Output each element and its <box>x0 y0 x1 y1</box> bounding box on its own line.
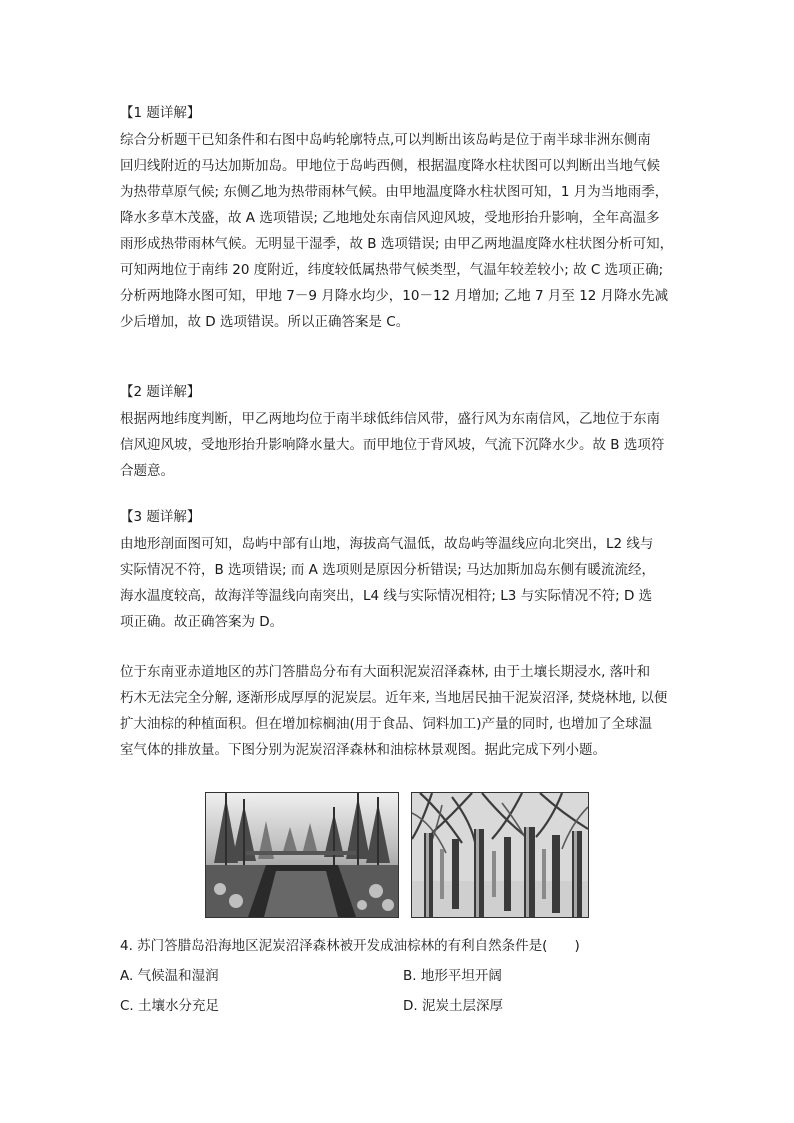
text-line: 可知两地位于南纬 20 度附近，纬度较低属热带气候类型，气温年较差较小; 故 C 选项正确; <box>120 262 664 278</box>
intro-paragraph <box>120 659 676 763</box>
option-c: C. 土壤水分充足 <box>120 998 220 1014</box>
oil-palm-forest-photo <box>411 792 589 918</box>
text-line: 合题意。 <box>120 463 174 479</box>
landscape-photos <box>205 792 589 918</box>
text-line: 位于东南亚赤道地区的苏门答腊岛分布有大面积泥炭沼泽森林, 由于土壤长期浸水, 落叶和 <box>120 664 651 680</box>
text-line: 少后增加，故 D 选项错误。所以正确答案是 C。 <box>120 314 410 330</box>
text-line: 扩大油棕的种植面积。但在增加棕榈油(用于食品、饲料加工)产量的同时, 也增加了全球温 <box>120 716 653 732</box>
section-heading-1: 【1 题详解】 <box>120 105 201 121</box>
option-d: D. 泥炭土层深厚 <box>403 998 503 1014</box>
text-line: 实际情况不符，B 选项错误; 而 A 选项则是原因分析错误; 马达加斯加岛东侧有暖流流经， <box>120 562 656 578</box>
text-line: 海水温度较高，故海洋等温线向南突出，L4 线与实际情况相符; L3 与实际情况不符; D 选 <box>120 588 653 604</box>
question-4-stem: 4. 苏门答腊岛沿海地区泥炭沼泽森林被开发成油棕林的有利自然条件是( ) <box>120 938 580 954</box>
text-line: 降水多草木茂盛，故 A 选项错误; 乙地地处东南信风迎风坡，受地形抬升影响，全年高温多 <box>120 210 660 226</box>
option-a: A. 气候温和湿润 <box>120 968 219 984</box>
section-heading-2: 【2 题详解】 <box>120 384 201 400</box>
text-line: 综合分析题干已知条件和右图中岛屿轮廓特点,可以判断出该岛屿是位于南半球非洲东侧南 <box>120 132 651 148</box>
text-line: 由地形剖面图可知，岛屿中部有山地，海拔高气温低，故岛屿等温线应向北突出，L2 线与 <box>120 536 654 552</box>
text-line: 室气体的排放量。下图分别为泥炭沼泽森林和油棕林景观图。据此完成下列小题。 <box>120 742 606 758</box>
option-b: B. 地形平坦开阔 <box>403 968 502 984</box>
section-body-3 <box>120 531 676 635</box>
text-line: 朽木无法完全分解, 逐渐形成厚厚的泥炭层。近年来, 当地居民抽干泥炭沼泽, 焚烧林地, 以便 <box>120 690 668 706</box>
text-line: 信风迎风坡，受地形抬升影响降水量大。而甲地位于背风坡，气流下沉降水少。故 B 选项符 <box>120 437 665 453</box>
text-line: 根据两地纬度判断，甲乙两地均位于南半球低纬信风带，盛行风为东南信风，乙地位于东南 <box>120 411 660 427</box>
text-line: 雨形成热带雨林气候。无明显干湿季，故 B 选项错误; 由甲乙两地温度降水柱状图分析可知， <box>120 236 674 252</box>
text-line: 为热带草原气候; 东侧乙地为热带雨林气候。由甲地温度降水柱状图可知，1 月为当地雨季， <box>120 184 669 200</box>
section-body-2 <box>120 406 676 484</box>
text-line: 分析两地降水图可知，甲地 7－9 月降水均少，10－12 月增加; 乙地 7 月至 12 月降水先减 <box>120 288 669 304</box>
text-line: 项正确。故正确答案为 D。 <box>120 614 284 630</box>
section-body-1 <box>120 127 676 335</box>
text-line: 回归线附近的马达加斯加岛。甲地位于岛屿西侧，根据温度降水柱状图可以判断出当地气候 <box>120 158 660 174</box>
section-heading-3: 【3 题详解】 <box>120 509 201 525</box>
peat-swamp-forest-photo <box>205 792 399 918</box>
